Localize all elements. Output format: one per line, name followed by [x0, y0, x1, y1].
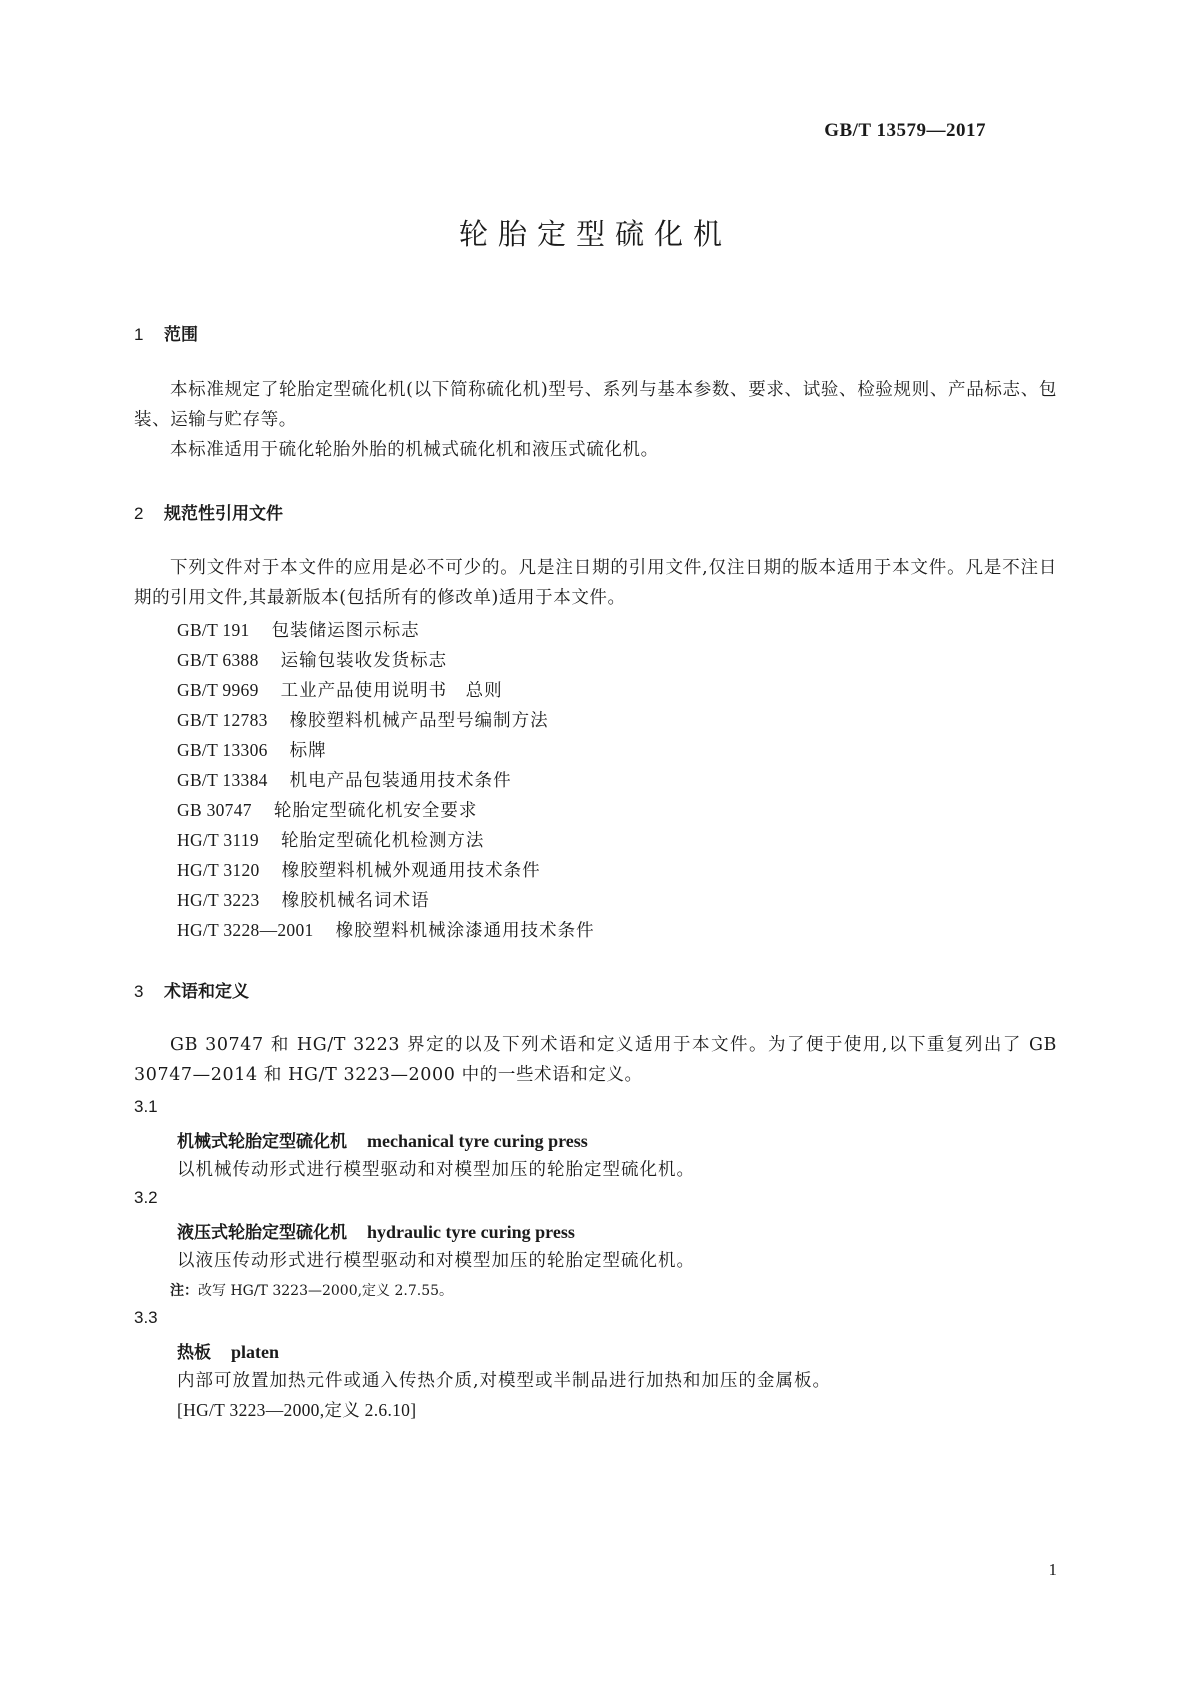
term-en: platen	[231, 1342, 280, 1362]
reference-code: GB/T 13384	[177, 770, 268, 790]
reference-item	[177, 647, 447, 672]
reference-code: HG/T 3120	[177, 860, 260, 880]
reference-item	[177, 707, 549, 732]
paragraph: GB 30747 和 HG/T 3223 界定的以及下列术语和定义适用于本文件。为了便于使用,以下重复列出了 GB 30747—2014 和 HG/T 3223—2000 中的一些术语和定义。	[134, 1035, 1057, 1085]
reference-code: GB 30747	[177, 800, 252, 820]
reference-item	[177, 857, 541, 882]
section-1-body	[134, 375, 1057, 465]
reference-item	[177, 767, 512, 792]
reference-code: GB/T 9969	[177, 680, 259, 700]
reference-name: 橡胶机械名词术语	[281, 891, 430, 911]
section-number: 1	[134, 325, 144, 344]
term-source: [HG/T 3223—2000,定义 2.6.10]	[177, 1400, 417, 1420]
reference-item	[177, 887, 430, 912]
paragraph: 本标准规定了轮胎定型硫化机(以下简称硫化机)型号、系列与基本参数、要求、试验、检验规则、产品标志、包装、运输与贮存等。	[134, 380, 1057, 430]
term-definition: 以机械传动形式进行模型驱动和对模型加压的轮胎定型硫化机。	[177, 1160, 695, 1180]
reference-name: 机电产品包装通用技术条件	[289, 771, 512, 791]
section-2-intro	[134, 553, 1057, 613]
paragraph: 本标准适用于硫化轮胎外胎的机械式硫化机和液压式硫化机。	[170, 440, 659, 460]
term-zh: 热板	[177, 1343, 211, 1363]
standard-code: GB/T 13579—2017	[824, 120, 986, 141]
section-number: 2	[134, 504, 144, 523]
reference-name: 标牌	[289, 741, 327, 761]
term-title	[177, 1127, 588, 1152]
term-title	[177, 1338, 279, 1363]
reference-item	[177, 677, 503, 702]
reference-name: 橡胶塑料机械涂漆通用技术条件	[335, 921, 595, 941]
section-title: 范围	[164, 325, 198, 345]
section-3-intro	[134, 1030, 1057, 1090]
reference-item	[177, 797, 477, 822]
section-number: 3	[134, 982, 144, 1001]
section-3-heading	[134, 977, 249, 1002]
reference-name: 包装储运图示标志	[271, 621, 420, 641]
reference-name: 橡胶塑料机械产品型号编制方法	[289, 711, 549, 731]
term-number: 3.1	[134, 1097, 158, 1116]
reference-code: HG/T 3228—2001	[177, 920, 314, 940]
term-definition: 内部可放置加热元件或通入传热介质,对模型或半制品进行加热和加压的金属板。	[177, 1371, 832, 1391]
reference-code: GB/T 12783	[177, 710, 268, 730]
term-en: hydraulic tyre curing press	[367, 1222, 575, 1242]
reference-name: 橡胶塑料机械外观通用技术条件	[281, 861, 541, 881]
reference-code: HG/T 3119	[177, 830, 259, 850]
reference-item	[177, 737, 327, 762]
reference-code: GB/T 13306	[177, 740, 268, 760]
section-2-heading	[134, 499, 283, 524]
term-number: 3.2	[134, 1188, 158, 1207]
reference-item	[177, 917, 595, 942]
paragraph: 下列文件对于本文件的应用是必不可少的。凡是注日期的引用文件,仅注日期的版本适用于本文件。凡是不注日期的引用文件,其最新版本(包括所有的修改单)适用于本文件。	[134, 558, 1057, 608]
reference-name: 轮胎定型硫化机检测方法	[280, 831, 485, 851]
page-number: 1	[1048, 1560, 1057, 1579]
section-1-heading	[134, 320, 198, 345]
reference-name: 轮胎定型硫化机安全要求	[273, 801, 478, 821]
term-definition: 以液压传动形式进行模型驱动和对模型加压的轮胎定型硫化机。	[177, 1251, 695, 1271]
reference-item	[177, 617, 420, 642]
reference-item	[177, 827, 484, 852]
section-title: 规范性引用文件	[164, 504, 283, 524]
document-title: 轮胎定型硫化机	[458, 217, 732, 251]
term-note	[170, 1280, 453, 1300]
term-number: 3.3	[134, 1308, 158, 1327]
term-zh: 机械式轮胎定型硫化机	[177, 1132, 347, 1152]
reference-name: 工业产品使用说明书 总则	[280, 681, 503, 701]
note-text: 改写 HG/T 3223—2000,定义 2.7.55。	[198, 1283, 454, 1299]
term-title	[177, 1218, 575, 1243]
term-en: mechanical tyre curing press	[367, 1131, 588, 1151]
reference-name: 运输包装收发货标志	[280, 651, 448, 671]
term-zh: 液压式轮胎定型硫化机	[177, 1223, 347, 1243]
note-label: 注：	[170, 1283, 198, 1299]
reference-code: GB/T 191	[177, 620, 250, 640]
reference-code: HG/T 3223	[177, 890, 260, 910]
section-title: 术语和定义	[164, 982, 249, 1002]
reference-code: GB/T 6388	[177, 650, 259, 670]
